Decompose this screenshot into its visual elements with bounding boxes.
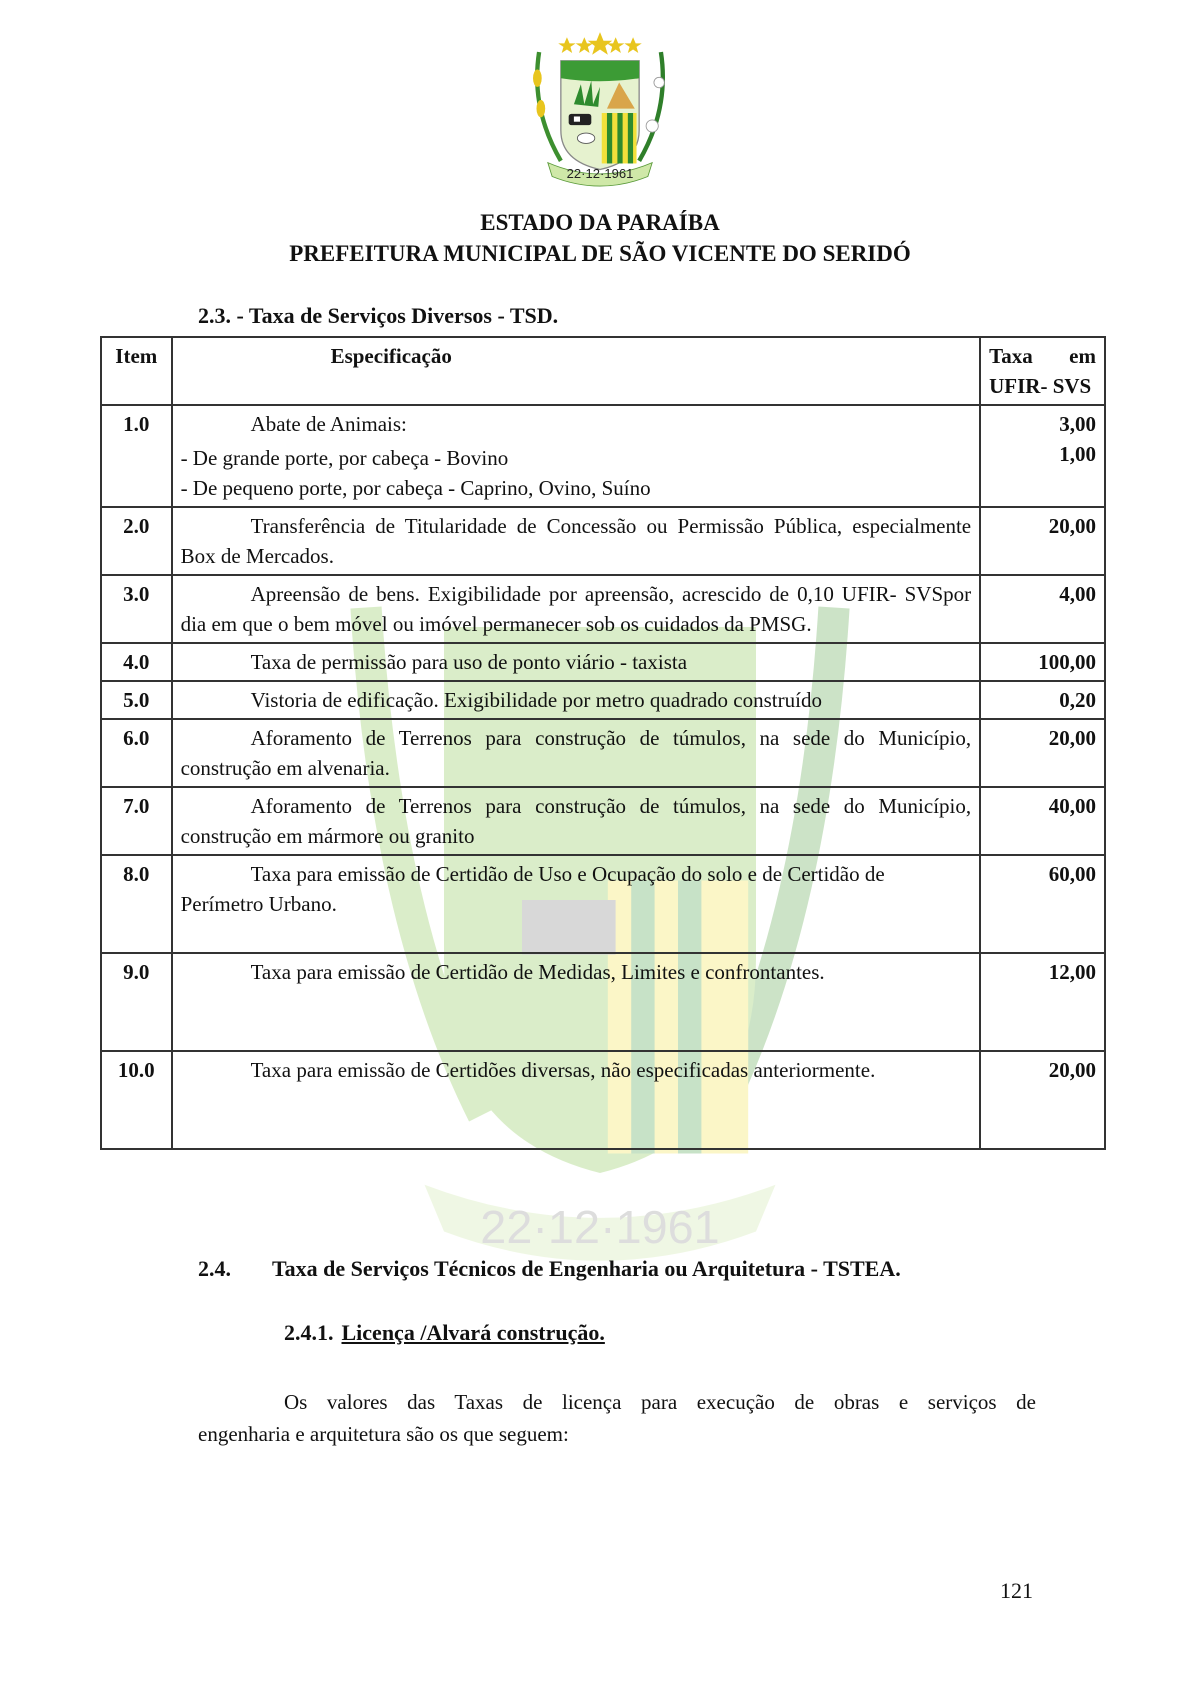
row-item: 10.0 [101,1051,172,1149]
coat-of-arms-icon [513,28,687,198]
section-2-4-1-heading [284,1320,605,1346]
section-2-4-heading [198,1256,901,1282]
row-item: 2.0 [101,507,172,575]
row-spec: Apreensão de bens. Exigibilidade por apreensão, acrescido de 0,10 UFIR- SVSpor dia em que o bem móvel ou imóvel permanecer sob os cuidados da PMSG. [172,575,981,643]
row-item: 9.0 [101,953,172,1051]
row-value: 20,00 [980,719,1105,787]
row-item: 4.0 [101,643,172,681]
section-2-4-number: 2.4. [198,1256,231,1281]
row-value: 40,00 [980,787,1105,855]
header-value-line2: UFIR- SVS [989,374,1092,398]
row-item: 3.0 [101,575,172,643]
header-item: Item [101,337,172,405]
row-spec: Aforamento de Terrenos para construção de túmulos, na sede do Município, construção em alvenaria. [172,719,981,787]
row-value: 20,00 [980,1051,1105,1149]
table-row [101,405,1105,507]
section-2-4-1-number: 2.4.1. [284,1320,334,1345]
table-row [101,787,1105,855]
section-2-4-1-title: Licença /Alvará construção. [341,1320,605,1345]
table-row [101,575,1105,643]
row-value: 60,00 [980,855,1105,953]
row-value: 0,20 [980,681,1105,719]
row-spec: Taxa para emissão de Certidão de Medidas, Limites e confrontantes. [172,953,981,1051]
row-value-1: 3,00 [1059,412,1096,436]
table-row [101,719,1105,787]
row-spec [172,405,981,507]
row-spec: Vistoria de edificação. Exigibilidade por metro quadrado construído [172,681,981,719]
row-item: 6.0 [101,719,172,787]
row-value: 100,00 [980,643,1105,681]
table-row [101,681,1105,719]
state-heading: ESTADO DA PARAÍBA [480,210,720,235]
svg-text:22·12·1961: 22·12·1961 [566,166,634,182]
header-spec: Especificação [172,337,981,405]
fees-table [100,336,1106,1150]
row-spec: Transferência de Titularidade de Concessão ou Permissão Pública, especialmente Box de Mercados. [172,507,981,575]
row-spec: Taxa de permissão para uso de ponto viário - taxista [172,643,981,681]
svg-text:22·12·1961: 22·12·1961 [480,1201,720,1254]
row-value: 12,00 [980,953,1105,1051]
row-spec: Taxa para emissão de Certidão de Uso e Ocupação do solo e de Certidão de Perímetro Urbano. [172,855,981,953]
row-spec: Taxa para emissão de Certidões diversas, não especificadas anteriormente. [172,1051,981,1149]
row-item: 1.0 [101,405,172,507]
table-header-row [101,337,1105,405]
table-row [101,953,1105,1051]
row-item: 8.0 [101,855,172,953]
row-item: 7.0 [101,787,172,855]
row-spec: Aforamento de Terrenos para construção de túmulos, na sede do Município, construção em mármore ou granito [172,787,981,855]
paragraph-line-2: engenharia e arquitetura são os que seguem: [198,1422,569,1446]
row-value [980,405,1105,507]
table-row [101,507,1105,575]
header-value-line1: Taxa em [989,344,1096,368]
row-spec-sub: - De grande porte, por cabeça - Bovino [180,446,509,470]
section-2-3-title: 2.3. - Taxa de Serviços Diversos - TSD. [198,303,559,328]
paragraph-line-1: Os valores das Taxas de licença para execução de obras e serviços de [284,1390,1036,1414]
row-value-2: 1,00 [1059,442,1096,466]
section-2-4-title: Taxa de Serviços Técnicos de Engenharia ou Arquitetura - TSTEA. [272,1256,901,1281]
table-row [101,855,1105,953]
row-spec-sub: - De pequeno porte, por cabeça - Caprino, Ovino, Suíno [180,476,651,500]
row-value: 20,00 [980,507,1105,575]
table-row [101,643,1105,681]
page-number: 121 [1000,1578,1033,1603]
row-spec-main: Abate de Animais: [250,412,407,436]
table-row [101,1051,1105,1149]
header-value [980,337,1105,405]
municipality-heading: PREFEITURA MUNICIPAL DE SÃO VICENTE DO SERIDÓ [289,241,911,266]
row-item: 5.0 [101,681,172,719]
intro-paragraph [198,1386,1036,1450]
row-value: 4,00 [980,575,1105,643]
